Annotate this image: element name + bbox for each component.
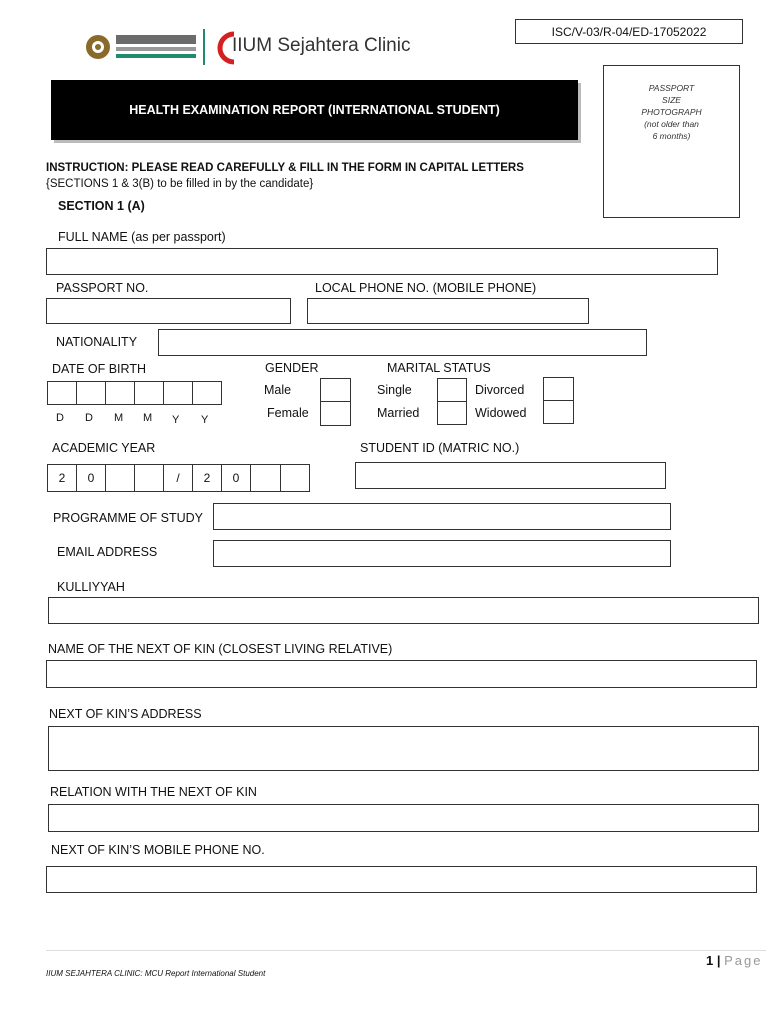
dob-hint: Y <box>172 414 180 426</box>
next-of-kin-field[interactable] <box>46 660 757 688</box>
student-id-field[interactable] <box>355 462 666 489</box>
clinic-name: IIUM Sejahtera Clinic <box>232 35 411 56</box>
nationality-label: NATIONALITY <box>56 335 138 349</box>
marital-widowed-checkbox[interactable] <box>543 400 574 424</box>
dob-hint: D <box>85 412 93 424</box>
dob-hint: M <box>143 412 153 424</box>
relation-label: RELATION WITH THE NEXT OF KIN <box>50 785 257 799</box>
page-word: Page <box>724 953 763 968</box>
kulliyyah-field[interactable] <box>48 597 759 624</box>
full-name-label: FULL NAME (as per passport) <box>58 230 226 244</box>
academic-year-label: ACADEMIC YEAR <box>52 441 156 455</box>
next-of-kin-address-field[interactable] <box>48 726 759 771</box>
academic-year-cell[interactable]: 2 <box>192 464 222 492</box>
academic-year-cell[interactable] <box>105 464 135 492</box>
next-of-kin-label: NAME OF THE NEXT OF KIN (CLOSEST LIVING RELATIVE) <box>48 642 393 656</box>
dob-cell[interactable] <box>76 381 106 405</box>
academic-year-cell[interactable]: / <box>163 464 193 492</box>
photo-line: PHOTOGRAPH <box>641 107 702 117</box>
relation-field[interactable] <box>48 804 759 832</box>
passport-label: PASSPORT NO. <box>56 281 149 295</box>
next-of-kin-phone-field[interactable] <box>46 866 757 893</box>
gender-option-label: Male <box>264 383 292 397</box>
local-phone-field[interactable] <box>307 298 589 324</box>
academic-year-cell[interactable]: 0 <box>221 464 251 492</box>
email-label: EMAIL ADDRESS <box>57 545 158 559</box>
marital-single-checkbox[interactable] <box>437 378 467 402</box>
section-title: SECTION 1 (A) <box>58 199 145 213</box>
academic-year-cell[interactable]: 0 <box>76 464 106 492</box>
instruction-sub: {SECTIONS 1 & 3(B) to be filled in by the candidate} <box>46 178 314 190</box>
kulliyyah-label: KULLIYYAH <box>57 580 125 594</box>
dob-cell[interactable] <box>47 381 77 405</box>
academic-year-cell[interactable] <box>250 464 281 492</box>
next-of-kin-address-label: NEXT OF KIN’S ADDRESS <box>49 707 202 721</box>
email-field[interactable] <box>213 540 671 567</box>
document-code: ISC/V-03/R-04/ED-17052022 <box>515 19 743 44</box>
marital-label: MARITAL STATUS <box>387 361 491 375</box>
marital-divorced-checkbox[interactable] <box>543 377 574 401</box>
page-number-value: 1 <box>706 953 714 968</box>
page-separator: | <box>713 953 725 968</box>
footer-divider <box>46 950 766 951</box>
marital-option-label: Widowed <box>475 406 527 420</box>
dob-cell[interactable] <box>105 381 135 405</box>
programme-label: PROGRAMME OF STUDY <box>53 511 204 525</box>
marital-married-checkbox[interactable] <box>437 401 467 425</box>
academic-year-cell[interactable] <box>280 464 310 492</box>
marital-option-label: Single <box>377 383 412 397</box>
passport-photo-box[interactable] <box>603 65 740 218</box>
dob-hint: Y <box>201 414 209 426</box>
passport-field[interactable] <box>46 298 291 324</box>
academic-year-cell[interactable] <box>134 464 164 492</box>
dob-label: DATE OF BIRTH <box>52 362 146 376</box>
dob-cell[interactable] <box>192 381 222 405</box>
dob-cell[interactable] <box>134 381 164 405</box>
gender-female-checkbox[interactable] <box>320 401 351 426</box>
student-id-label: STUDENT ID (MATRIC NO.) <box>360 441 520 455</box>
photo-line: SIZE <box>662 95 681 105</box>
gender-label: GENDER <box>265 361 319 375</box>
marital-option-label: Married <box>377 406 420 420</box>
form-title: HEALTH EXAMINATION REPORT (INTERNATIONAL STUDENT) <box>51 80 578 140</box>
photo-line: PASSPORT <box>648 83 695 93</box>
page-number <box>706 953 762 968</box>
full-name-field[interactable] <box>46 248 718 275</box>
dob-hint: D <box>56 412 64 424</box>
next-of-kin-phone-label: NEXT OF KIN’S MOBILE PHONE NO. <box>51 843 265 857</box>
nationality-field[interactable] <box>158 329 647 356</box>
dob-cell[interactable] <box>163 381 193 405</box>
dob-hint: M <box>114 412 124 424</box>
header-logos <box>82 26 422 68</box>
gender-male-checkbox[interactable] <box>320 378 351 402</box>
academic-year-cell[interactable]: 2 <box>47 464 77 492</box>
photo-line: (not older than <box>644 119 699 129</box>
footer-text: IIUM SEJAHTERA CLINIC: MCU Report International Student <box>46 969 266 978</box>
gender-option-label: Female <box>267 406 309 420</box>
instruction-line: INSTRUCTION: PLEASE READ CAREFULLY & FILL IN THE FORM IN CAPITAL LETTERS <box>46 162 524 174</box>
local-phone-label: LOCAL PHONE NO. (MOBILE PHONE) <box>315 281 537 295</box>
programme-field[interactable] <box>213 503 671 530</box>
photo-line: 6 months) <box>652 131 691 141</box>
marital-option-label: Divorced <box>475 383 525 397</box>
